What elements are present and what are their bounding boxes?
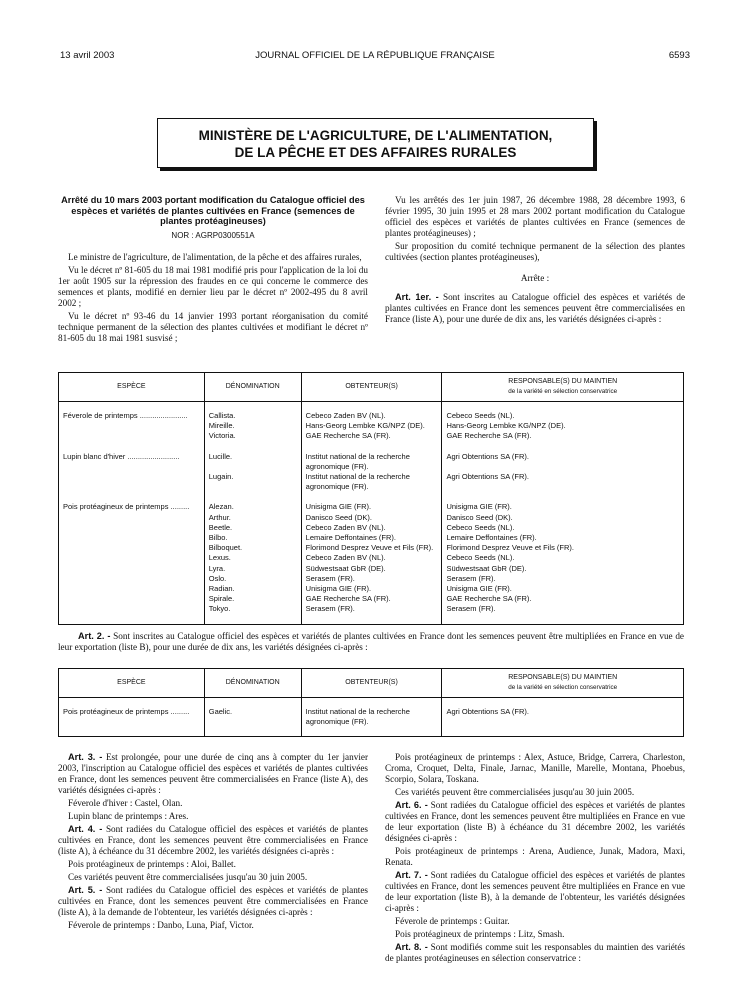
nor-reference: NOR : AGRP0300551A	[171, 230, 255, 240]
col-header-responsable-line2: de la variété en sélection conservatrice	[508, 388, 618, 395]
obtenteur-cell: Unisigma GIE (FR). Danisco Seed (DK). Cebeco Zaden BV (NL). Lemaire Deffontaines (FR). Florimond Desprez Veuve et Fils (FR). Cebeco Zaden BV (NL). Südwestsaat GbR (DE). Serasem (FR). Unisigma GIE (FR). GAE Recherche SA (FR). Serasem (FR).	[301, 501, 442, 615]
col-header-obtenteur: OBTENTEUR(S)	[301, 373, 442, 402]
col-header-responsable-line2: de la variété en sélection conservatrice	[508, 684, 618, 691]
article-4	[58, 824, 368, 857]
decree-para: Vu le décret nº 93-46 du 14 janvier 1993 portant réorganisation du comité technique permanent de la sélection des plantes cultivées et modifiant le décret nº 81-605 du 18 mai 1981 susvisé ;	[58, 310, 368, 343]
decree-para: Le ministre de l'agriculture, de l'alimentation, de la pêche et des affaires rurales,	[68, 251, 362, 262]
col-header-denomination: DÉNOMINATION	[204, 669, 301, 698]
varieties-table-list-a	[58, 372, 684, 625]
article-text: Sont radiées du Catalogue officiel des espèces et variétés de plantes cultivées en France, dont les semences peuvent être commercialisées en France (liste A), à échéance du 31 décembre 2002, les variétés désignées ci-après :	[58, 824, 369, 856]
ministry-line-1: MINISTÈRE DE L'AGRICULTURE, DE L'ALIMENTATION,	[198, 128, 553, 143]
ministry-box	[157, 118, 594, 168]
table-row	[59, 501, 684, 615]
decree-title: Arrêté du 10 mars 2003 portant modification du Catalogue officiel des espèces et variétés de plantes cultivées en France (semences de plantes protéagineuses)	[61, 195, 365, 226]
article-2	[58, 631, 684, 653]
espece-cell: Lupin blanc d'hiver .........................	[59, 451, 205, 494]
ministry-line-2: DE LA PÊCHE ET DES AFFAIRES RURALES	[234, 145, 517, 160]
espece-cell: Pois protéagineux de printemps .........	[59, 501, 205, 615]
decree-left-column	[58, 195, 368, 346]
espece-cell: Féverole de printemps .......................	[59, 410, 205, 443]
article-item: Féverole de printemps : Guitar.	[395, 916, 510, 926]
article-item: Féverole de printemps : Danbo, Luna, Piaf, Victor.	[68, 920, 254, 930]
article-item: Pois protéagineux de printemps : Arena, Audience, Junak, Madora, Maxi, Renata.	[385, 846, 685, 867]
denomination-cell: Lucille. Lugain.	[204, 451, 301, 494]
article-label: Art. 1er. -	[395, 292, 439, 302]
issue-date: 13 avril 2003	[60, 50, 115, 61]
denomination-cell: Callista. Mireille. Victoria.	[204, 410, 301, 443]
arrete-heading: Arrête :	[520, 273, 550, 283]
table-row	[59, 410, 684, 443]
article-5	[58, 885, 368, 918]
col-header-responsable	[442, 373, 684, 402]
journal-title: JOURNAL OFFICIEL DE LA RÉPUBLIQUE FRANÇAISE	[255, 50, 495, 61]
article-label: Art. 4. -	[68, 824, 103, 834]
article-8	[385, 942, 685, 964]
decree-para: Vu le décret nº 81-605 du 18 mai 1981 modifié pris pour l'application de la loi du 1er août 1905 sur la répression des fraudes en ce qui concerne le commerce des semences et plants, modifié en dernier lieu par le décret nº 2002-495 du 8 avril 2002 ;	[58, 264, 368, 308]
article-text: Sont inscrites au Catalogue officiel des espèces et variétés de plantes cultivées en France dont les semences peuvent être commercialisées en France (liste A), pour une durée de dix ans, les variétés désignées ci-après :	[385, 292, 686, 324]
article-3	[58, 752, 368, 796]
varieties-table-list-b	[58, 668, 684, 737]
article-6	[385, 800, 685, 844]
article-text: Sont radiées du Catalogue officiel des espèces et variétés de plantes cultivées en France, dont les semences peuvent être commercialisées en France (liste A), à la demande de l'obtenteur, les variétés désignées ci-après :	[58, 885, 369, 917]
article-text: Sont modifiés comme suit les responsables du maintien des variétés de plantes protéagineuses en sélection conservatrice :	[385, 942, 685, 963]
articles-right-column	[385, 752, 685, 966]
decree-right-column	[385, 195, 685, 327]
article-item: Ces variétés peuvent être commercialisées jusqu'au 30 juin 2005.	[395, 787, 635, 797]
article-label: Art. 8. -	[395, 942, 428, 952]
article-text: Sont radiées du Catalogue officiel des espèces et variétés de plantes cultivées en France, dont les semences peuvent être multipliées en France en vue de leur exportation (liste B), à la demande de l'obtenteur, les variétés désignées ci-après :	[385, 870, 686, 913]
col-header-responsable	[442, 669, 684, 698]
article-label: Art. 2. -	[78, 631, 111, 641]
espece-cell: Pois protéagineux de printemps .........	[59, 706, 205, 728]
col-header-responsable-line1: RESPONSABLE(S) DU MAINTIEN	[508, 673, 618, 681]
col-header-obtenteur: OBTENTEUR(S)	[301, 669, 442, 698]
decree-para: Vu les arrêtés des 1er juin 1987, 26 décembre 1988, 28 décembre 1993, 6 février 1995, 30 juin 1995 et 28 mars 2002 portant modification du Catalogue officiel des espèces et variétés de plantes cultivées en France (semences de plantes protéagineuses) ;	[385, 195, 685, 238]
responsable-cell: Cebeco Seeds (NL). Hans-Georg Lembke KG/NPZ (DE). GAE Recherche SA (FR).	[442, 410, 684, 443]
article-item: Pois protéagineux de printemps : Litz, Smash.	[395, 929, 565, 939]
obtenteur-cell: Institut national de la recherche agronomique (FR).	[301, 706, 442, 728]
article-label: Art. 6. -	[395, 800, 428, 810]
responsable-cell: Unisigma GIE (FR). Danisco Seed (DK). Cebeco Seeds (NL). Lemaire Deffontaines (FR). Florimond Desprez Veuve et Fils (FR). Cebeco Seeds (NL). Südwestsaat GbR (DE). Serasem (FR). Unisigma GIE (FR). GAE Recherche SA (FR). Serasem (FR).	[442, 501, 684, 615]
responsable-cell: Agri Obtentions SA (FR). Agri Obtentions SA (FR).	[442, 451, 684, 494]
article-label: Art. 5. -	[68, 885, 103, 895]
article-label: Art. 7. -	[395, 870, 428, 880]
article-text: Sont radiées du Catalogue officiel des espèces et variétés de plantes cultivées en France, dont les semences peuvent être multipliées en France en vue de leur exportation (liste B) à échéance du 31 décembre 2002, les variétés désignées ci-après :	[385, 800, 686, 843]
article-item: Lupin blanc de printemps : Ares.	[68, 811, 189, 821]
col-header-espece: ESPÈCE	[59, 373, 205, 402]
col-header-denomination: DÉNOMINATION	[204, 373, 301, 402]
denomination-cell: Gaelic.	[204, 706, 301, 728]
decree-para: Sur proposition du comité technique permanent de la sélection des plantes cultivées (section plantes protéagineuses),	[385, 241, 685, 262]
article-item: Féverole d'hiver : Castel, Olan.	[68, 798, 183, 808]
article-1	[385, 292, 685, 325]
responsable-cell: Agri Obtentions SA (FR).	[442, 706, 684, 728]
article-text: Sont inscrites au Catalogue officiel des espèces et variétés de plantes cultivées en France dont les semences peuvent être multipliées en France en vue de leur exportation (liste B), pour une durée de dix ans, les variétés désignées ci-après :	[58, 631, 684, 652]
article-item: Pois protéagineux de printemps : Aloi, Ballet.	[68, 859, 236, 869]
page-number: 6593	[668, 50, 690, 61]
article-text: Est prolongée, pour une durée de cinq ans à compter du 1er janvier 2003, l'inscription au Catalogue officiel des espèces et variétés de plantes cultivées en France, dont les semences peuvent être commercialisées en France (liste A), des variétés désignées ci-après :	[58, 752, 369, 795]
article-item: Pois protéagineux de printemps : Alex, Astuce, Bridge, Carrera, Charleston, Croma, Croquet, Delta, Finale, Jarnac, Manille, Marelle, Montana, Phoebus, Scorpio, Solara, Toskana.	[385, 752, 685, 784]
table-row	[59, 451, 684, 494]
article-7	[385, 870, 685, 914]
table-row	[59, 706, 684, 728]
article-item: Ces variétés peuvent être commercialisées jusqu'au 30 juin 2005.	[68, 872, 308, 882]
obtenteur-cell: Cebeco Zaden BV (NL). Hans-Georg Lembke KG/NPZ (DE). GAE Recherche SA (FR).	[301, 410, 442, 443]
col-header-responsable-line1: RESPONSABLE(S) DU MAINTIEN	[508, 377, 618, 385]
denomination-cell: Alezan. Arthur. Beetle. Bilbo. Bilboquet. Lexus. Lyra. Oslo. Radian. Spirale. Tokyo.	[204, 501, 301, 615]
article-label: Art. 3. -	[68, 752, 103, 762]
col-header-espece: ESPÈCE	[59, 669, 205, 698]
obtenteur-cell: Institut national de la recherche agronomique (FR). Institut national de la recherche agronomique (FR).	[301, 451, 442, 494]
articles-left-column	[58, 752, 368, 933]
